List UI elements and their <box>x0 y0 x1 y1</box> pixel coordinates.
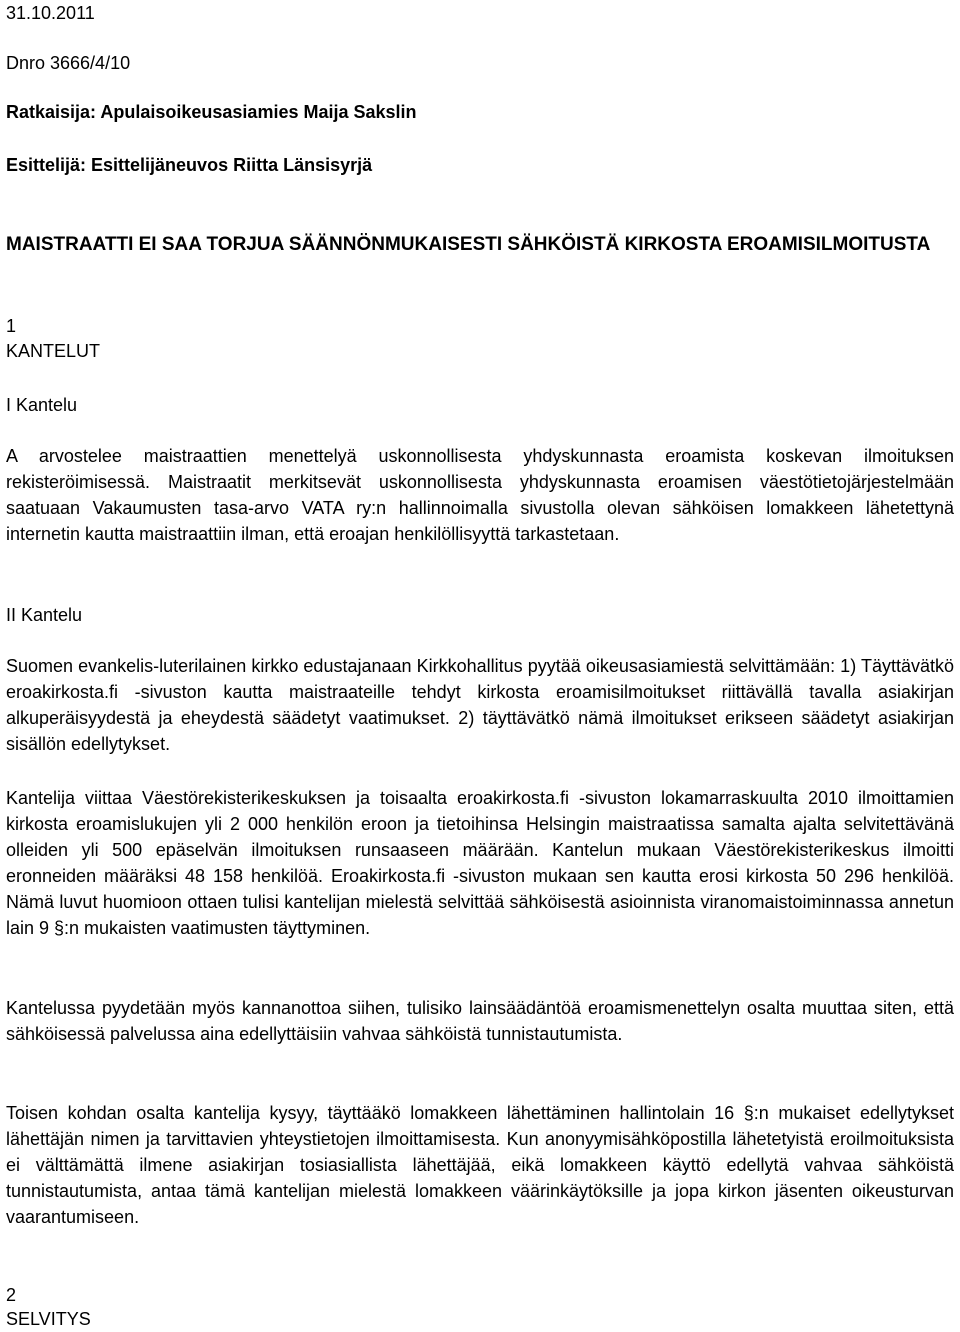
section-1-heading: KANTELUT <box>6 341 101 361</box>
ratkaisija-line: Ratkaisija: Apulaisoikeusasiamies Maija Sakslin <box>6 102 417 122</box>
section-2-heading: SELVITYS <box>6 1309 91 1329</box>
kantelu-2-paragraph-1: Suomen evankelis-luterilainen kirkko edustajanaan Kirkkohallitus pyytää oikeusasiamiestä selvittämään: 1) Täyttävätkö eroakirkosta.fi -sivuston kautta maistraateille tehdyt kirkosta eroamisilmoitukset riittävällä tavalla asiakirjan alkuperäisyydestä ja eheydestä säädetyt vaatimukset. 2) täyttävätkö nämä ilmoitukset erikseen säädetyt asiakirjan sisällön edellytykset. <box>6 656 954 754</box>
document-dnro: Dnro 3666/4/10 <box>6 53 131 73</box>
document-title: MAISTRAATTI EI SAA TORJUA SÄÄNNÖNMUKAISESTI SÄHKÖISTÄ KIRKOSTA EROAMISILMOITUSTA <box>6 234 931 255</box>
section-2-number: 2 <box>6 1285 17 1305</box>
kantelu-2-paragraph-2: Kantelija viittaa Väestörekisterikeskuksen ja toisaalta eroakirkosta.fi -sivuston lokamarraskuulta 2010 ilmoittamien kirkosta eroamislukujen yli 2 000 henkilön eroon ja tietoihinsa Helsingin maistraatissa samalta ajalta selvitettävänä olleiden yli 500 epäselvän ilmoituksen runsaaseen määrään. Kantelun mukaan Väestörekisterikeskus ilmoitti eronneiden määräksi 48 158 henkilöä. Eroakirkosta.fi -sivuston mukaan sen kautta erosi kirkosta 50 296 henkilöä. Nämä luvut huomioon ottaen tulisi kantelijan mielestä selvittää sähköisestä asioinnista viranomaistoiminnassa annetun lain 9 §:n mukaisten vaatimusten täyttyminen. <box>6 788 954 938</box>
kantelu-2-paragraph-4: Toisen kohdan osalta kantelija kysyy, täyttääkö lomakkeen lähettäminen hallintolain 16 §:n mukaiset edellytykset lähettäjän nimen ja tarvittavien yhteystietojen ilmoittamisesta. Kun anonyymisähköpostilla lähetetyistä eroilmoituksista ei välttämättä ilmene asiakirjan tosiasiallista lähettäjää, eikä lomakkeen käyttö edellytä vahvaa sähköistä tunnistautumista, antaa tämä kantelijan mielestä lomakkeen väärinkäytöksille ja jopa kirkon jäsenten oikeusturvan vaarantumiseen. <box>6 1103 954 1227</box>
section-1-number: 1 <box>6 316 17 336</box>
kantelu-1-paragraph: A arvostelee maistraattien menettelyä uskonnollisesta yhdyskunnasta eroamista koskevan ilmoituksen rekisteröimisessä. Maistraatit merkitsevät uskonnollisesta yhdyskunnasta eroamisen väestötietojärjestelmään saatuaan Vakaumusten tasa-arvo VATA ry:n hallinnoimalla sivustolla olevan sähköisen lomakkeen lähetettynä internetin kautta maistraattiin ilman, että eroajan henkilöllisyyttä tarkastetaan. <box>6 446 954 544</box>
document-date: 31.10.2011 <box>6 3 95 23</box>
kantelu-1-heading: I Kantelu <box>6 395 78 415</box>
esittelija-line: Esittelijä: Esittelijäneuvos Riitta Länsisyrjä <box>6 155 373 175</box>
kantelu-2-heading: II Kantelu <box>6 605 83 625</box>
kantelu-2-paragraph-3: Kantelussa pyydetään myös kannanottoa siihen, tulisiko lainsäädäntöä eroamismenettelyn osalta muuttaa siten, että sähköisessä palvelussa aina edellyttäisiin vahvaa sähköistä tunnistautumista. <box>6 998 954 1044</box>
